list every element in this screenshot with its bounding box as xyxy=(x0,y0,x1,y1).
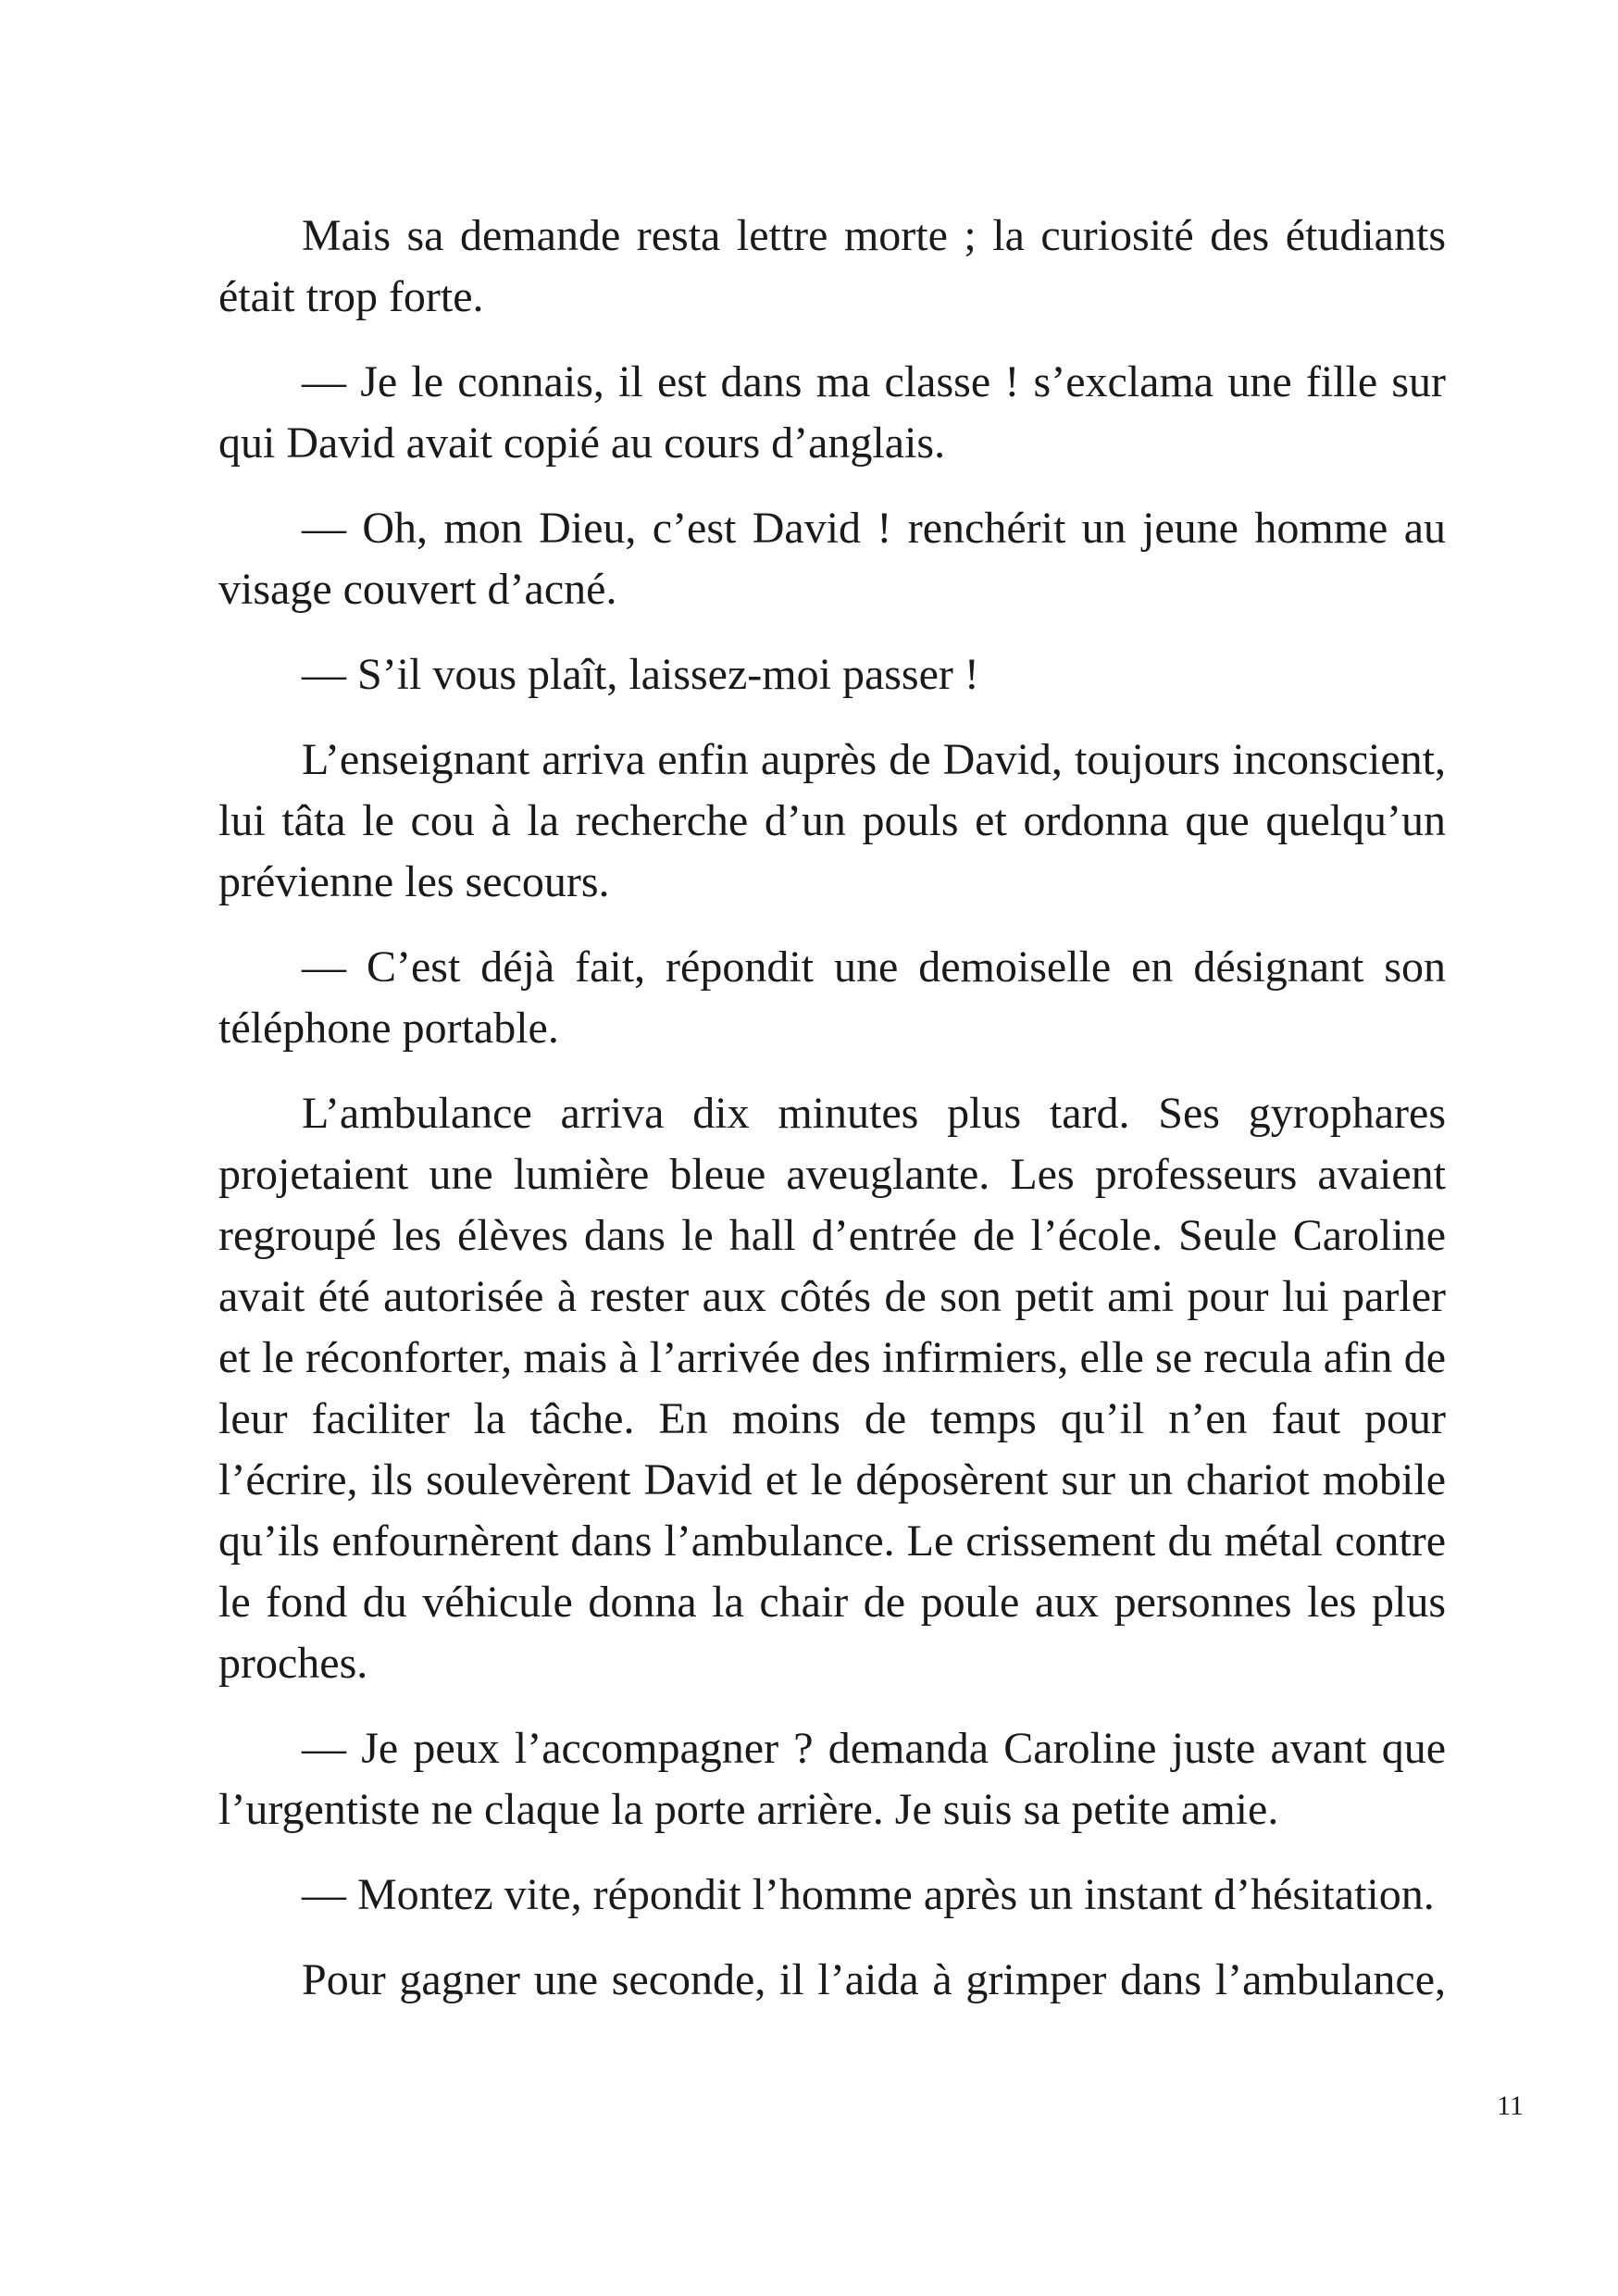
body-text xyxy=(218,206,1446,2035)
page-number: 11 xyxy=(1497,2090,1524,2121)
paragraph: — Montez vite, répondit l’homme après un instant d’hésitation. xyxy=(302,1870,1435,1919)
paragraph: — S’il vous plaît, laissez-moi passer ! xyxy=(302,650,979,699)
paragraph: Mais sa demande resta lettre morte ; la curiosité des étudiants était trop forte. xyxy=(218,211,1446,321)
paragraph: L’ambulance arriva dix minutes plus tard. Ses gyrophares projetaient une lumière bleue aveuglante. Les professeurs avaient regroupé les élèves dans le hall d’entrée de l’école. Seule Caroline avait été autorisée à rester aux côtés de son petit ami pour lui parler et le réconforter, mais à l’arrivée des infirmiers, elle se recula afin de leur faciliter la tâche. En moins de temps qu’il n’en faut pour l’écrire, ils soulevèrent David et le déposèrent sur un chariot mobile qu’ils enfournèrent dans l’ambulance. Le crissement du métal contre le fond du véhicule donna la chair de poule aux personnes les plus proches. xyxy=(218,1089,1446,1688)
paragraph: — Je le connais, il est dans ma classe ! s’exclama une fille sur qui David avait copié au cours d’anglais. xyxy=(218,357,1446,468)
paragraph: Pour gagner une seconde, il l’aida à grimper dans l’ambulance, xyxy=(302,1955,1446,2004)
paragraph: — Oh, mon Dieu, c’est David ! renchérit un jeune homme au visage couvert d’acné. xyxy=(218,504,1446,614)
paragraph: — Je peux l’accompagner ? demanda Caroline juste avant que l’urgentiste ne claque la porte arrière. Je suis sa petite amie. xyxy=(218,1724,1446,1834)
paragraph: L’enseignant arriva enfin auprès de David, toujours inconscient, lui tâta le cou à la recherche d’un pouls et ordonna que quelqu’un prévienne les secours. xyxy=(218,735,1446,906)
paragraph: — C’est déjà fait, répondit une demoiselle en désignant son téléphone portable. xyxy=(218,942,1446,1053)
